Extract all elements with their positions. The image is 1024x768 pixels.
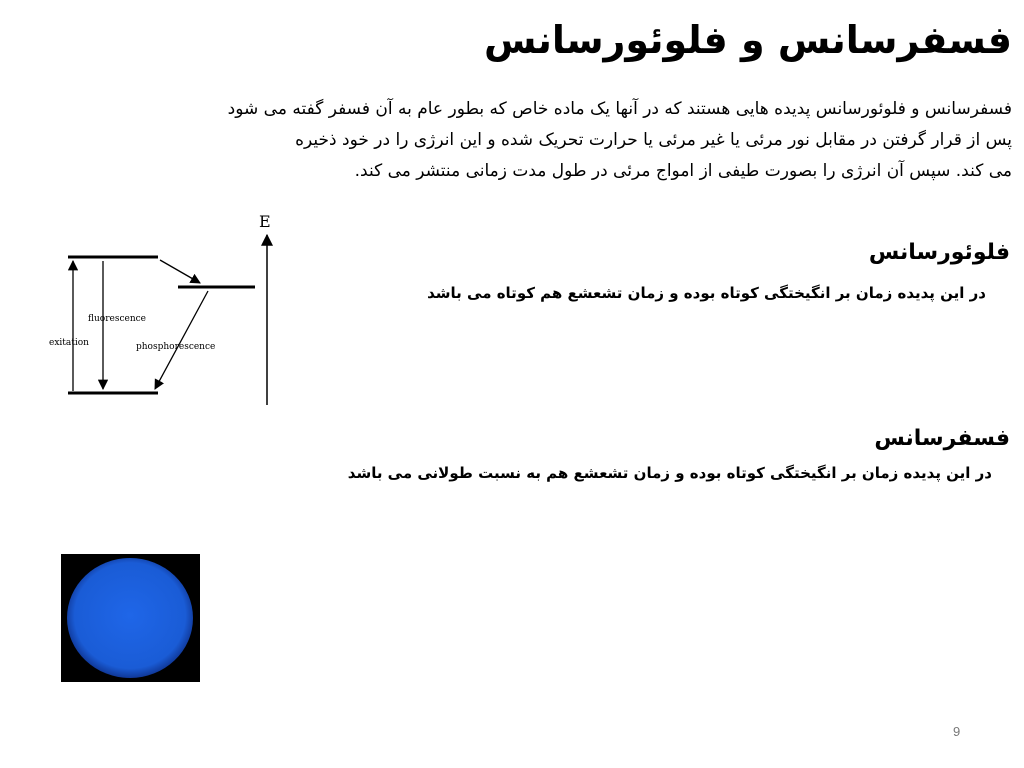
energy-level-diagram: [40, 205, 290, 415]
intro-paragraph: [32, 94, 1012, 187]
phosphorescence-arrow: [155, 291, 208, 389]
crossing-arrow: [160, 260, 200, 283]
intro-line: می کند. سپس آن انرژی را بصورت طیفی از امواج مرئی در طول مدت زمانی منتشر می کند.: [354, 161, 1012, 181]
phosphor-disc-image: [61, 554, 200, 682]
intro-line: فسفرسانس و فلوئورسانس پدیده هایی هستند که در آنها یک ماده خاص که بطور عام به آن فسفر گفته می شود: [227, 99, 1012, 119]
excitation-label: exitation: [49, 338, 89, 348]
fluorescence-label: fluorescence: [88, 314, 146, 324]
fluorescence-description: در این پدیده زمان بر انگیختگی کوتاه بوده و زمان تشعشع هم کوتاه می باشد: [427, 284, 986, 302]
page-number: 9: [953, 724, 961, 739]
intro-line: پس از قرار گرفتن در مقابل نور مرئی یا غیر مرئی یا حرارت تحریک شده و این انرژی را در خود ذخیره: [295, 130, 1012, 150]
fluorescence-heading: فلوئورسانس: [868, 240, 1010, 265]
energy-axis-label: E: [259, 212, 271, 231]
phosphorescence-description: در این پدیده زمان بر انگیختگی کوتاه بوده و زمان تشعشع هم به نسبت طولانی می باشد: [347, 464, 992, 482]
blue-glow-disc: [67, 558, 193, 678]
phosphorescence-label: phosphorescence: [136, 342, 216, 352]
glowing-phosphor-photo: [61, 554, 200, 682]
phosphorescence-heading: فسفرسانس: [874, 426, 1010, 451]
slide-title: فسفرسانس و فلوئورسانس: [483, 18, 1012, 62]
